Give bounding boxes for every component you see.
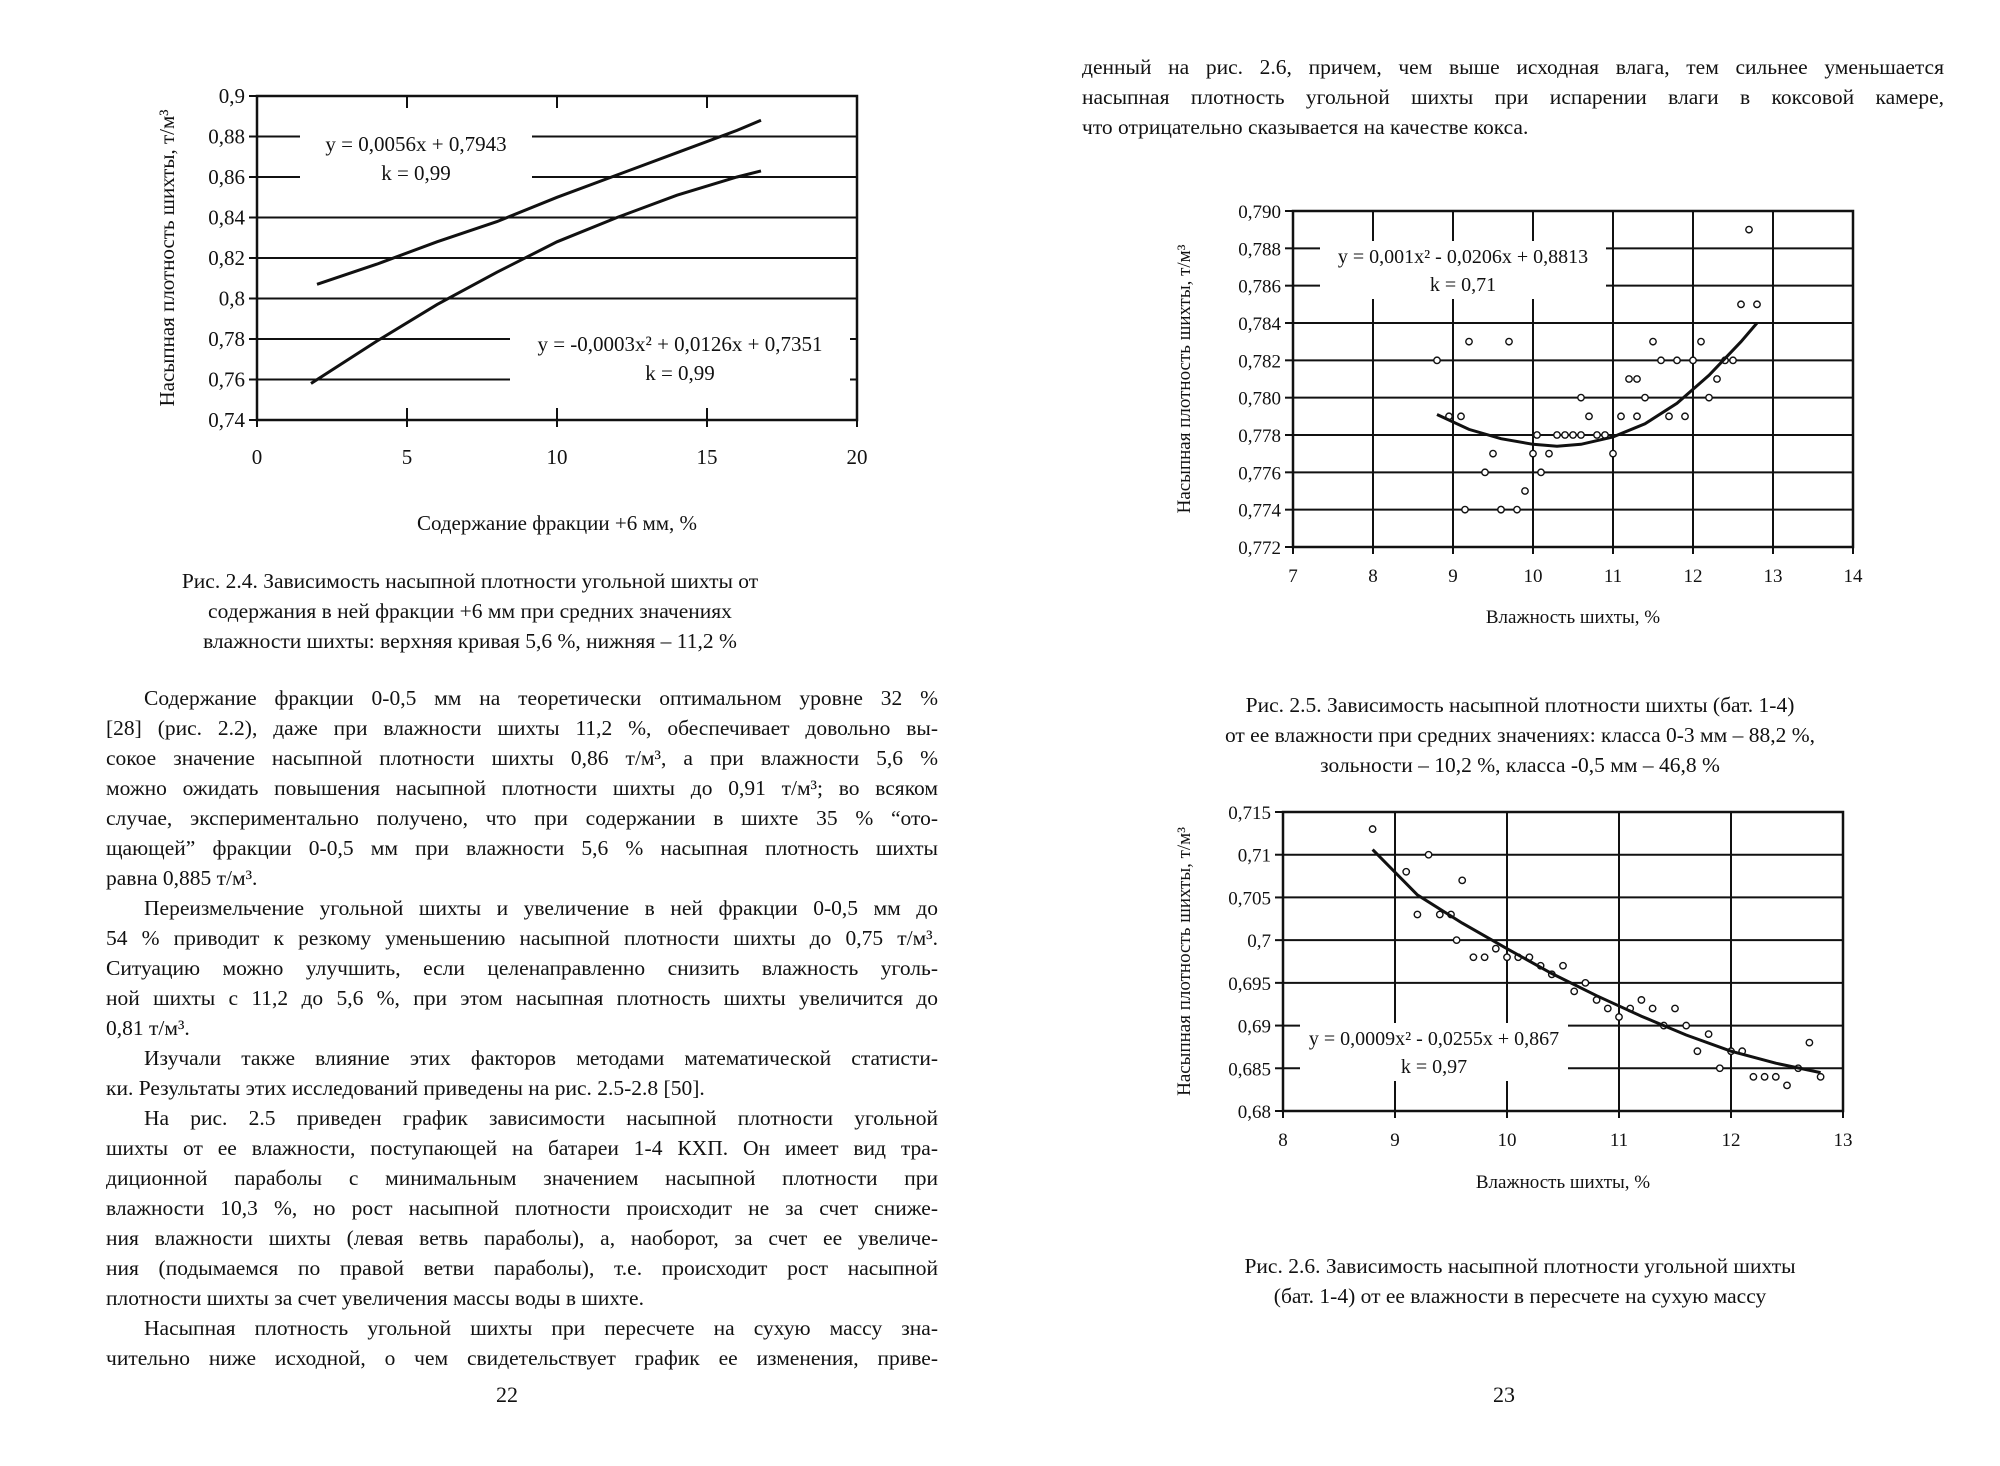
y-axis-label: Насыпная плотность шихты, т/м³ xyxy=(1174,827,1195,1096)
y-tick-label: 0,76 xyxy=(208,367,245,392)
data-point xyxy=(1690,357,1696,363)
y-tick-label: 0,790 xyxy=(1238,202,1281,223)
text-line: Содержание фракции 0-0,5 мм на теоретически оптимальном уровне 32 % xyxy=(144,686,938,710)
data-point xyxy=(1506,338,1512,344)
text-line: 54 % приводит к резкому уменьшению насыпной плотности шихты до 0,75 т/м³. xyxy=(106,926,938,950)
x-tick-label: 10 xyxy=(546,445,568,469)
y-tick-label: 0,695 xyxy=(1228,973,1271,995)
data-point xyxy=(1403,869,1409,875)
data-point xyxy=(1658,357,1664,363)
equation-label-text: k = 0,99 xyxy=(645,361,715,385)
data-point xyxy=(1466,338,1472,344)
caption-line: влажности шихты: верхняя кривая 5,6 %, нижняя – 11,2 % xyxy=(203,629,737,653)
data-point xyxy=(1490,450,1496,456)
x-tick-label: 9 xyxy=(1448,566,1458,587)
data-point xyxy=(1453,937,1459,943)
data-point xyxy=(1578,432,1584,438)
text-line: насыпная плотность угольной шихты при испарении влаги в коксовой камере, xyxy=(1082,85,1944,109)
data-point xyxy=(1806,1039,1812,1045)
x-tick-label: 8 xyxy=(1278,1130,1288,1151)
text-line: На рис. 2.5 приведен график зависимости насыпной плотности угольной xyxy=(144,1106,938,1130)
x-axis-label: Влажность шихты, % xyxy=(1475,1172,1651,1193)
x-tick-label: 10 xyxy=(1523,566,1543,587)
page-number: 22 xyxy=(496,1382,518,1407)
caption-line: Рис. 2.5. Зависимость насыпной плотности шихты (бат. 1-4) xyxy=(1245,693,1795,717)
text-line: равна 0,885 т/м³. xyxy=(106,866,258,890)
data-point xyxy=(1746,226,1752,232)
equation-label-text: y = 0,0009x² - 0,0255x + 0,867 xyxy=(1308,1028,1560,1050)
data-point xyxy=(1514,506,1520,512)
x-tick-label: 12 xyxy=(1721,1130,1741,1151)
y-tick-label: 0,74 xyxy=(208,408,245,432)
data-point xyxy=(1761,1074,1767,1080)
data-point xyxy=(1717,1065,1723,1071)
data-point xyxy=(1649,1005,1655,1011)
y-tick-label: 0,774 xyxy=(1238,500,1281,522)
x-tick-label: 11 xyxy=(1603,566,1623,587)
data-point xyxy=(1594,432,1600,438)
equation-label-text: k = 0,97 xyxy=(1400,1056,1468,1078)
text-line: ния (подымаемся по правой ветви параболы), т.е. происходит рост насыпной xyxy=(106,1256,938,1280)
x-tick-label: 0 xyxy=(251,445,263,469)
figure-2-6-chart xyxy=(1170,795,1910,1205)
x-tick-label: 11 xyxy=(1609,1130,1629,1151)
data-point xyxy=(1605,1005,1611,1011)
data-point xyxy=(1784,1082,1790,1088)
caption-line: от ее влажности при средних значениях: класса 0-3 мм – 88,2 %, xyxy=(1224,723,1816,747)
x-tick-label: 20 xyxy=(846,445,868,469)
data-point xyxy=(1642,394,1648,400)
data-point xyxy=(1817,1074,1823,1080)
x-tick-label: 15 xyxy=(696,445,718,469)
equation-label-text: k = 0,99 xyxy=(381,161,451,185)
data-point xyxy=(1650,338,1656,344)
text-line: можно ожидать повышения насыпной плотности шихты до 0,91 т/м³; во всяком xyxy=(106,776,938,800)
data-point xyxy=(1493,945,1499,951)
y-tick-label: 0,7 xyxy=(1247,931,1271,953)
data-point xyxy=(1683,1022,1689,1028)
y-tick-label: 0,782 xyxy=(1238,351,1281,373)
y-tick-label: 0,786 xyxy=(1238,276,1281,298)
y-tick-label: 0,772 xyxy=(1238,538,1281,559)
x-tick-label: 5 xyxy=(401,445,413,469)
data-point xyxy=(1672,1005,1678,1011)
data-point xyxy=(1750,1074,1756,1080)
data-point xyxy=(1481,954,1487,960)
text-line: чительно ниже исходной, о чем свидетельствует график ее изменения, приве- xyxy=(106,1346,938,1370)
data-point xyxy=(1578,394,1584,400)
y-tick-label: 0,784 xyxy=(1238,314,1281,335)
y-tick-label: 0,9 xyxy=(218,84,245,108)
data-point xyxy=(1434,357,1440,363)
data-point xyxy=(1459,877,1465,883)
text-line: сокое значение насыпной плотности шихты 0,86 т/м³, а при влажности 5,6 % xyxy=(106,746,938,770)
data-point xyxy=(1425,852,1431,858)
body-text-left xyxy=(106,683,938,1373)
figure-2-4-caption xyxy=(120,566,820,656)
y-tick-label: 0,71 xyxy=(1237,845,1271,867)
x-tick-label: 14 xyxy=(1843,566,1863,587)
data-point xyxy=(1369,826,1375,832)
data-point xyxy=(1538,469,1544,475)
y-tick-label: 0,780 xyxy=(1238,388,1281,410)
data-point xyxy=(1754,301,1760,307)
data-point xyxy=(1560,963,1566,969)
x-axis-label: Содержание фракции +6 мм, % xyxy=(416,511,698,535)
data-point xyxy=(1554,432,1560,438)
equation-label-text: y = 0,0056x + 0,7943 xyxy=(325,132,507,156)
text-line: Насыпная плотность угольной шихты при пересчете на сухую массу зна- xyxy=(144,1316,938,1340)
y-tick-label: 0,84 xyxy=(208,205,245,230)
text-line: плотности шихты за счет увеличения массы воды в шихте. xyxy=(106,1286,644,1310)
fit-curve xyxy=(1437,323,1757,446)
text-line: диционной параболы с минимальным значением насыпной плотности при xyxy=(106,1166,938,1190)
text-line: ки. Результаты этих исследований приведены на рис. 2.5-2.8 [50]. xyxy=(106,1076,705,1100)
text-line: 0,81 т/м³. xyxy=(106,1016,190,1040)
data-point xyxy=(1694,1048,1700,1054)
data-point xyxy=(1638,997,1644,1003)
y-tick-label: 0,82 xyxy=(208,246,245,270)
data-point xyxy=(1570,432,1576,438)
text-line: влажности 10,3 %, но рост насыпной плотности происходит не за счет сниже- xyxy=(106,1196,938,1220)
data-point xyxy=(1610,450,1616,456)
data-point xyxy=(1626,376,1632,382)
data-point xyxy=(1458,413,1464,419)
data-point xyxy=(1546,450,1552,456)
y-tick-label: 0,88 xyxy=(208,124,245,149)
data-point xyxy=(1666,413,1672,419)
body-text-right xyxy=(1082,52,1944,142)
data-point xyxy=(1705,1031,1711,1037)
text-line: щающей” фракции 0-0,5 мм при влажности 5,6 % насыпная плотность шихты xyxy=(106,836,938,860)
figure-2-5-caption xyxy=(1170,690,1870,780)
data-point xyxy=(1534,432,1540,438)
y-tick-label: 0,788 xyxy=(1238,239,1281,261)
data-point xyxy=(1571,988,1577,994)
equation-label-text: y = -0,0003x² + 0,0126x + 0,7351 xyxy=(537,332,823,356)
data-point xyxy=(1522,488,1528,494)
data-point xyxy=(1618,413,1624,419)
caption-line: Рис. 2.6. Зависимость насыпной плотности угольной шихты xyxy=(1244,1254,1796,1278)
y-axis-label: Насыпная плотность шихты, т/м³ xyxy=(1174,244,1195,514)
y-tick-label: 0,705 xyxy=(1228,888,1271,910)
x-tick-label: 13 xyxy=(1763,566,1783,587)
figure-2-5-chart xyxy=(1170,195,1910,640)
x-tick-label: 9 xyxy=(1390,1130,1400,1151)
x-tick-label: 8 xyxy=(1368,566,1378,587)
text-line: Изучали также влияние этих факторов методами математической статисти- xyxy=(144,1046,938,1070)
data-point xyxy=(1414,911,1420,917)
data-point xyxy=(1462,506,1468,512)
figure-2-4-chart xyxy=(150,70,890,535)
x-tick-label: 13 xyxy=(1833,1130,1853,1151)
data-point xyxy=(1437,911,1443,917)
y-axis-label: Насыпная плотность шихты, т/м³ xyxy=(155,109,179,407)
y-tick-label: 0,68 xyxy=(1237,1102,1271,1123)
text-line: Переизмельчение угольной шихты и увеличение в ней фракции 0-0,5 мм до xyxy=(144,896,938,920)
data-point xyxy=(1674,357,1680,363)
data-point xyxy=(1562,432,1568,438)
y-tick-label: 0,778 xyxy=(1238,426,1281,447)
equation-label-text: y = 0,001x² - 0,0206x + 0,8813 xyxy=(1337,246,1589,268)
caption-line: зольности – 10,2 %, класса -0,5 мм – 46,8 % xyxy=(1320,753,1720,777)
data-point xyxy=(1530,450,1536,456)
x-tick-label: 10 xyxy=(1497,1130,1517,1151)
caption-line: (бат. 1-4) от ее влажности в пересчете на сухую массу xyxy=(1273,1284,1767,1308)
text-line: случае, экспериментально получено, что при содержании в шихте 35 % “ото- xyxy=(106,806,938,830)
y-tick-label: 0,715 xyxy=(1228,803,1271,824)
data-point xyxy=(1498,506,1504,512)
equation-label-text: k = 0,71 xyxy=(1429,274,1497,296)
data-point xyxy=(1738,301,1744,307)
text-line: денный на рис. 2.6, причем, чем выше исходная влага, тем сильнее уменьшается xyxy=(1082,55,1944,79)
y-tick-label: 0,86 xyxy=(208,165,245,189)
data-point xyxy=(1773,1074,1779,1080)
y-tick-label: 0,69 xyxy=(1237,1016,1271,1038)
text-line: Ситуацию можно улучшить, если целенаправленно снизить влажность уголь- xyxy=(106,956,938,980)
data-point xyxy=(1634,376,1640,382)
data-point xyxy=(1582,980,1588,986)
data-point xyxy=(1482,469,1488,475)
text-line: ной шихты с 11,2 до 5,6 %, при этом насыпная плотность шихты увеличится до xyxy=(106,986,938,1010)
y-tick-label: 0,8 xyxy=(218,286,245,311)
x-tick-label: 12 xyxy=(1683,566,1703,587)
text-line: [28] (рис. 2.2), даже при влажности шихты 11,2 %, обеспечивает довольно вы- xyxy=(106,716,938,740)
data-point xyxy=(1730,357,1736,363)
y-tick-label: 0,78 xyxy=(208,327,245,351)
data-point xyxy=(1682,413,1688,419)
data-point xyxy=(1470,954,1476,960)
figure-2-6-caption xyxy=(1170,1251,1870,1311)
text-line: ния влажности шихты (левая ветвь параболы), а, наоборот, за счет ее увеличе- xyxy=(106,1226,938,1250)
data-point xyxy=(1586,413,1592,419)
data-point xyxy=(1706,394,1712,400)
data-point xyxy=(1504,954,1510,960)
text-line: что отрицательно сказывается на качестве кокса. xyxy=(1082,115,1529,139)
caption-line: содержания в ней фракции +6 мм при средних значениях xyxy=(208,599,732,623)
right-page xyxy=(1000,0,2000,1466)
data-point xyxy=(1698,338,1704,344)
data-point xyxy=(1634,413,1640,419)
x-axis-label: Влажность шихты, % xyxy=(1485,607,1661,628)
x-tick-label: 7 xyxy=(1288,566,1298,587)
page-number: 23 xyxy=(1493,1382,1515,1407)
y-tick-label: 0,685 xyxy=(1228,1059,1271,1081)
caption-line: Рис. 2.4. Зависимость насыпной плотности угольной шихты от xyxy=(181,569,759,593)
data-point xyxy=(1714,376,1720,382)
text-line: шихты от ее влажности, поступающей на батареи 1-4 КХП. Он имеет вид тра- xyxy=(106,1136,938,1160)
data-point xyxy=(1616,1014,1622,1020)
y-tick-label: 0,776 xyxy=(1238,463,1281,485)
